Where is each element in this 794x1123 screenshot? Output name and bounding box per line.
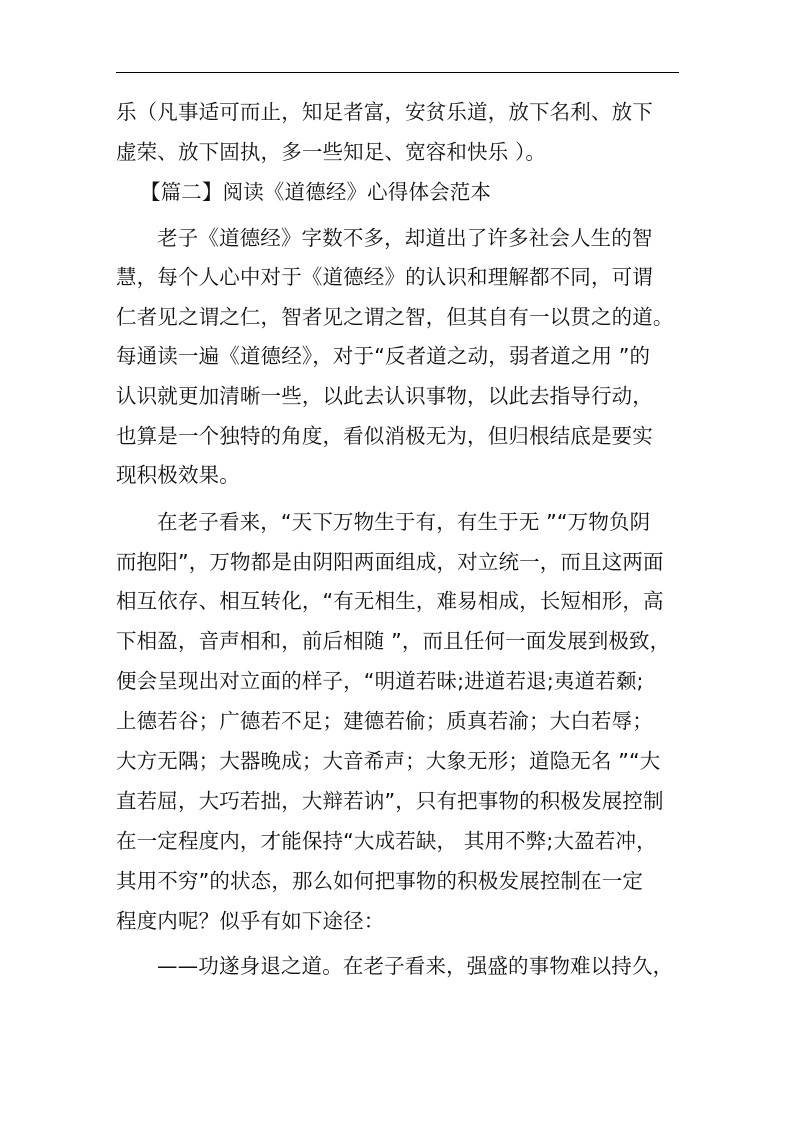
text-line-15: 便会呈现出对立面的样子，“明道若昧;进道若退;夷道若颡; xyxy=(116,669,644,693)
text-line-7: 每通读一遍《道德经》，对于“反者道之动，弱者道之用 ”的 xyxy=(116,344,651,368)
text-line-14: 下相盈，音声相和，前后相随 ”，而且任何一面发展到极致， xyxy=(116,629,671,653)
text-line-11: 在老子看来，“天下万物生于有，有生于无 ”“万物负阴 xyxy=(157,510,651,534)
text-line-2: 虚荣、放下固执，多一些知足、宽容和快乐 ）。 xyxy=(116,140,547,164)
text-line-9: 也算是一个独特的角度，看似消极无为，但归根结底是要实 xyxy=(116,424,653,448)
section-heading: 【篇二】阅读《道德经》心得体会范本 xyxy=(140,180,492,204)
text-line-6: 仁者见之谓之仁，智者见之谓之智，但其自有一以贯之的道。 xyxy=(116,305,674,329)
text-line-17: 大方无隅；大器晚成；大音希声；大象无形；道隐无名 ”“大 xyxy=(116,749,661,773)
text-line-12: 而抱阳”，万物都是由阴阳两面组成，对立统一，而且这两面 xyxy=(116,550,664,574)
text-line-18: 直若屈，大巧若拙，大辩若讷”，只有把事物的积极发展控制 xyxy=(116,789,664,813)
header-rule xyxy=(116,72,679,73)
text-line-19: 在一定程度内，才能保持“大成若缺， 其用不弊;大盈若冲， xyxy=(116,829,657,853)
text-line-1: 乐（凡事适可而止，知足者富，安贫乐道，放下名利、放下 xyxy=(116,100,653,124)
text-line-22: ——功遂身退之道。在老子看来，强盛的事物难以持久， xyxy=(157,954,674,978)
text-line-16: 上德若谷；广德若不足；建德若偷；质真若渝；大白若辱； xyxy=(116,709,653,733)
text-line-13: 相互依存、相互转化，“有无相生，难易相成，长短相形，高 xyxy=(116,589,664,613)
text-line-5: 慧，每个人心中对于《道德经》的认识和理解都不同，可谓 xyxy=(116,265,653,289)
text-line-4: 老子《道德经》字数不多，却道出了许多社会人生的智 xyxy=(157,226,653,250)
text-line-10: 现积极效果。 xyxy=(116,463,240,487)
text-line-8: 认识就更加清晰一些，以此去认识事物，以此去指导行动， xyxy=(116,384,653,408)
text-line-21: 程度内呢？似乎有如下途径： xyxy=(116,909,385,933)
text-line-20: 其用不穷”的状态，那么如何把事物的积极发展控制在一定 xyxy=(116,869,644,893)
